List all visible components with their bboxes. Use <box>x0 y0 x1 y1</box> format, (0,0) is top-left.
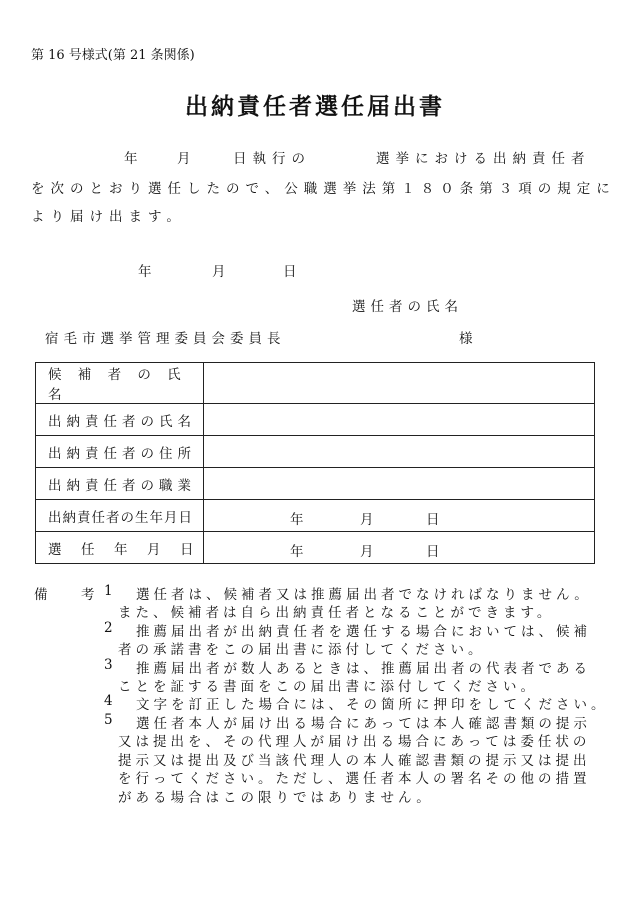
note-5-line-1: 選任者本人が届け出る場合にあっては本人確認書類の提示 <box>136 716 591 732</box>
note-number: 2 <box>104 620 113 636</box>
date-year: 年 <box>138 264 152 280</box>
note-1-line-2: また、候補者は自ら出納責任者となることができます。 <box>118 605 555 621</box>
table-row <box>36 500 595 532</box>
row-label-treasurer-name: 出納責任者の氏名 <box>36 404 204 436</box>
body-line-1-month: 月 <box>177 151 197 167</box>
body-line-1-year: 年 <box>124 151 144 167</box>
appoint-year-label: 年 <box>290 544 304 560</box>
body-line-1-day: 日執行の <box>233 151 311 167</box>
treasurer-address-field[interactable] <box>204 436 595 468</box>
birth-year-label: 年 <box>290 512 304 528</box>
document-title: 出納責任者選任届出書 <box>185 93 445 120</box>
row-label-treasurer-address: 出納責任者の住所 <box>36 436 204 468</box>
note-2-line-1: 推薦届出者が出納責任者を選任する場合においては、候補 <box>136 624 591 640</box>
info-table <box>35 362 595 564</box>
row-label-treasurer-occupation: 出納責任者の職業 <box>36 468 204 500</box>
table-row <box>36 532 595 564</box>
honorific: 様 <box>459 331 473 347</box>
date-month: 月 <box>212 264 226 280</box>
note-1-line-1: 選任者は、候補者又は推薦届出者でなければなりません。 <box>136 587 592 603</box>
form-number: 第 16 号様式(第 21 条関係) <box>31 48 195 63</box>
notes-heading: 備 考 <box>34 587 105 603</box>
birth-month-label: 月 <box>360 512 374 528</box>
note-number: 5 <box>104 712 113 728</box>
birth-day-label: 日 <box>426 512 440 528</box>
appointment-date-field[interactable] <box>204 532 595 564</box>
date-day: 日 <box>283 264 297 280</box>
body-line-3: より届け出ます。 <box>31 209 186 225</box>
appoint-day-label: 日 <box>426 544 440 560</box>
treasurer-birthdate-field[interactable] <box>204 500 595 532</box>
treasurer-occupation-field[interactable] <box>204 468 595 500</box>
treasurer-name-field[interactable] <box>204 404 595 436</box>
note-2-line-2: 者の承諾書をこの届出書に添付してください。 <box>118 642 486 658</box>
note-5-line-5: がある場合はこの限りではありません。 <box>118 790 434 806</box>
table-row <box>36 468 595 500</box>
note-number: 3 <box>104 657 113 673</box>
note-5-line-2: 又は提出を、その代理人が届け出る場合にあっては委任状の <box>118 734 591 750</box>
table-row <box>36 404 595 436</box>
note-3-line-2: ことを証する書面をこの届出書に添付してください。 <box>118 679 538 695</box>
note-5-line-3: 提示又は提出及び当該代理人の本人確認書類の提示又は提出 <box>118 753 591 769</box>
note-number: 4 <box>104 693 113 709</box>
appoint-month-label: 月 <box>360 544 374 560</box>
table-row <box>36 436 595 468</box>
row-label-appointment-date: 選 任 年 月 日 <box>36 532 204 564</box>
row-label-candidate-name: 候 補 者 の 氏 名 <box>36 363 204 404</box>
note-number: 1 <box>104 583 113 599</box>
note-3-line-1: 推薦届出者が数人あるときは、推薦届出者の代表者である <box>136 661 591 677</box>
table-row <box>36 363 595 404</box>
row-label-treasurer-birthdate: 出納責任者の生年月日 <box>36 500 204 532</box>
note-5-line-4: を行ってください。ただし、選任者本人の署名その他の措置 <box>118 771 591 787</box>
addressee: 宿毛市選挙管理委員会委員長 <box>45 331 286 347</box>
body-line-2: を次のとおり選任したので、公職選挙法第１８０条第３項の規定に <box>31 181 616 197</box>
note-4-line-1: 文字を訂正した場合には、その箇所に押印をしてください。 <box>136 697 609 713</box>
body-line-1-rest: 選挙における出納責任者 <box>376 151 591 167</box>
candidate-name-field[interactable] <box>204 363 595 404</box>
appointer-name-label: 選任者の氏名 <box>352 299 463 315</box>
